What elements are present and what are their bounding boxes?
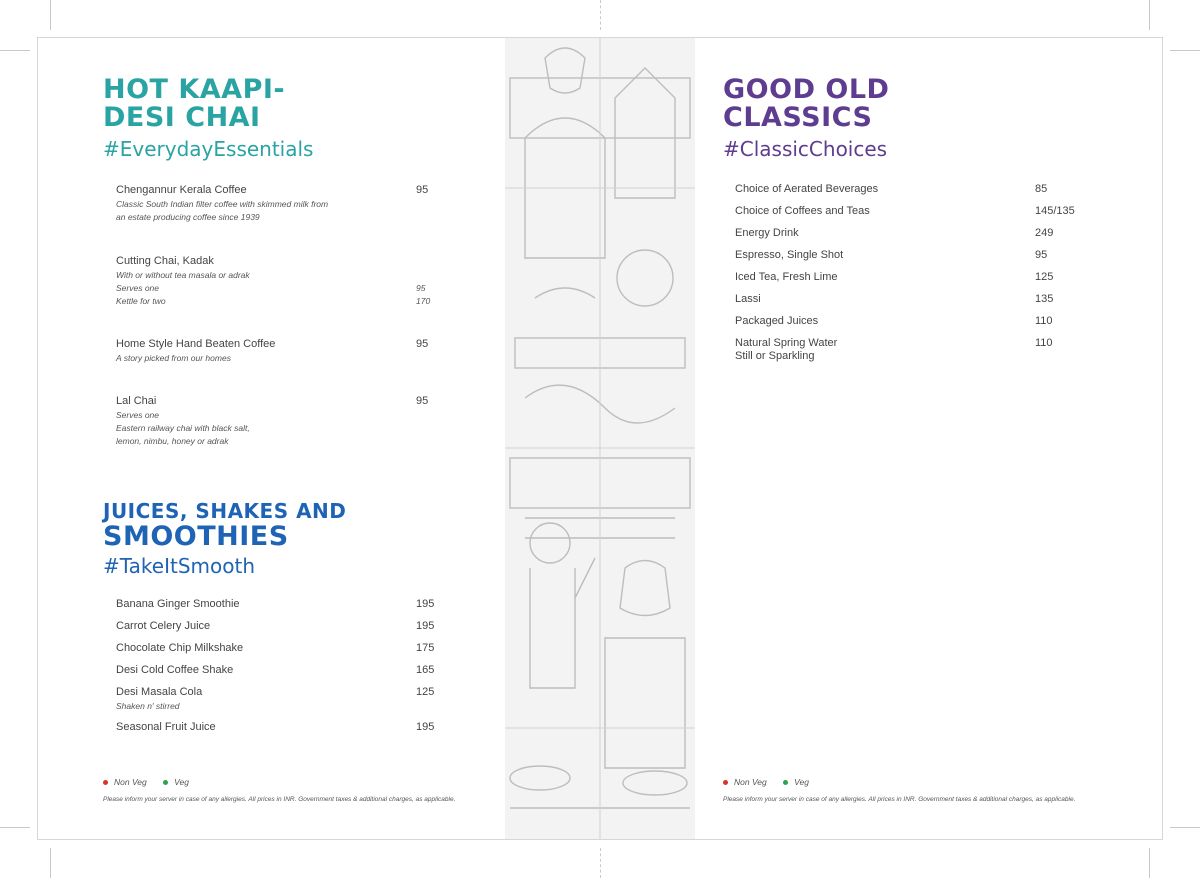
sketch-illustration [505,38,695,839]
crop-mark [1149,0,1150,30]
item-description: Shaken n' stirred [116,701,180,711]
item-description: Classic South Indian filter coffee with skimmed milk from [116,199,329,209]
item-price: 110 [1035,337,1053,349]
item-name: Lassi [735,293,761,305]
item-price: 135 [1035,293,1054,305]
item-name: Choice of Aerated Beverages [735,183,879,195]
item-price: 95 [416,338,429,350]
non-veg-label: Non Veg [114,777,147,787]
crop-mark [1170,827,1200,828]
title-line: JUICES, SHAKES AND [103,499,347,523]
item-name: Choice of Coffees and Teas [735,205,870,217]
item-name: Packaged Juices [735,315,819,327]
title-line: DESI CHAI [103,102,261,134]
item-name: Carrot Celery Juice [116,620,211,632]
item-description: lemon, nimbu, honey or adrak [116,436,229,446]
item-name: Lal Chai [116,395,157,407]
section-title [723,76,1103,133]
section-title [103,498,483,552]
item-name: Iced Tea, Fresh Lime [735,271,838,283]
item-price: 249 [1035,227,1054,239]
disclaimer: Please inform your server in case of any allergies. All prices in INR. Government taxes & additional charges, as applicable. [103,796,456,803]
non-veg-dot-icon [103,780,108,785]
classics-section [723,76,1103,161]
item-price: 195 [416,620,435,632]
item-price: 195 [416,598,435,610]
item-name: Cutting Chai, Kadak [116,255,214,267]
item-price: 85 [1035,183,1048,195]
non-veg-label: Non Veg [734,777,767,787]
crop-mark [600,0,601,30]
item-option-label: Kettle for two [116,296,166,306]
item-description: With or without tea masala or adrak [116,270,250,280]
item-name: Seasonal Fruit Juice [116,721,216,733]
crop-mark [0,50,30,51]
item-subtitle: Still or Sparkling [735,350,815,362]
item-price: 125 [1035,271,1054,283]
section-title [103,76,483,133]
section-hashtag: #ClassicChoices [723,136,888,161]
item-price: 95 [1035,249,1048,261]
item-name: Banana Ginger Smoothie [116,598,240,610]
title-line: HOT KAAPI- [103,74,286,105]
item-option-price: 95 [416,283,426,293]
item-price: 165 [416,664,435,676]
item-name: Chengannur Kerala Coffee [116,184,247,196]
item-price: 125 [416,686,435,698]
title-line: CLASSICS [723,102,873,134]
item-description: Serves one [116,410,159,420]
juices-section [103,498,483,578]
crop-mark [600,848,601,878]
veg-dot-icon [783,780,788,785]
item-price: 195 [416,721,435,733]
title-line: SMOOTHIES [103,521,289,553]
section-hashtag: #TakeItSmooth [103,553,256,578]
item-option-label: Serves one [116,283,159,293]
crop-mark [50,848,51,878]
non-veg-dot-icon [723,780,728,785]
hot-beverages-section [103,76,483,161]
diet-legend [103,777,189,787]
item-price: 110 [1035,315,1053,327]
veg-dot-icon [163,780,168,785]
disclaimer: Please inform your server in case of any allergies. All prices in INR. Government taxes & additional charges, as applicable. [723,796,1076,803]
crop-mark [50,0,51,30]
item-name: Desi Cold Coffee Shake [116,664,234,676]
diet-legend [723,777,809,787]
veg-label: Veg [174,777,189,787]
item-name: Chocolate Chip Milkshake [116,642,244,654]
item-description: A story picked from our homes [116,353,231,363]
item-description: an estate producing coffee since 1939 [116,212,260,222]
item-name: Home Style Hand Beaten Coffee [116,338,276,350]
item-name: Energy Drink [735,227,799,239]
item-name: Desi Masala Cola [116,686,203,698]
item-description: Eastern railway chai with black salt, [116,423,250,433]
item-price: 95 [416,184,429,196]
veg-label: Veg [794,777,809,787]
crop-mark [0,827,30,828]
title-line: GOOD OLD [723,74,890,105]
item-name: Natural Spring Water [735,337,838,349]
item-option-price: 170 [416,296,431,306]
item-price: 95 [416,395,429,407]
crop-mark [1170,50,1200,51]
section-hashtag: #EverydayEssentials [103,136,314,161]
item-name: Espresso, Single Shot [735,249,844,261]
item-price: 175 [416,642,435,654]
crop-mark [1149,848,1150,878]
illustration-strip [505,38,695,839]
menu-page [37,37,1163,840]
item-price: 145/135 [1035,205,1075,217]
